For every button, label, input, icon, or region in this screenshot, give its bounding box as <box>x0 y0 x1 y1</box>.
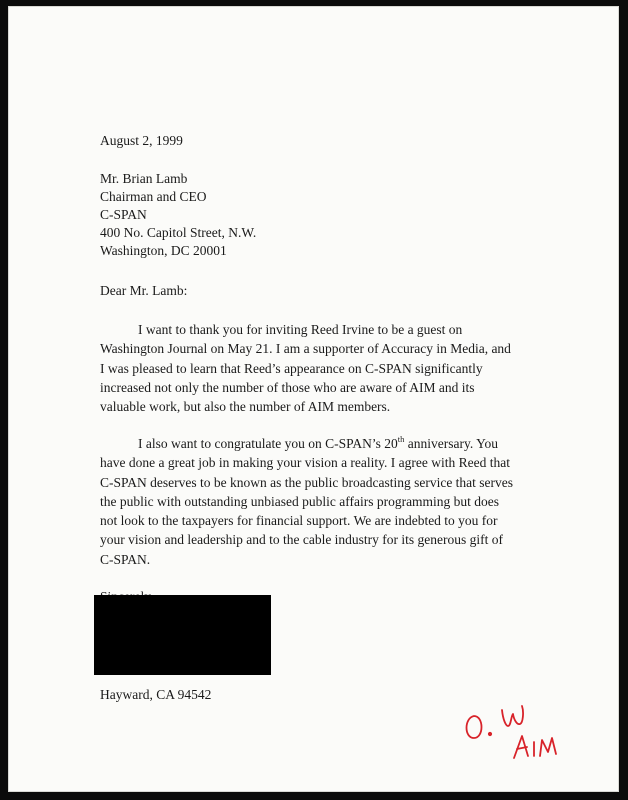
body-paragraph-1 <box>100 321 530 417</box>
paragraph-line <box>100 435 530 454</box>
paragraph-line: your vision and leadership and to the cable industry for its generous gift of <box>100 532 504 548</box>
ordinal-superscript: th <box>397 433 405 444</box>
line-text: I also want to congratulate you on C-SPAN’s 20 <box>138 436 398 451</box>
line-text: anniversary. You <box>404 436 498 451</box>
paragraph-line: Washington Journal on May 21. I am a supporter of Accuracy in Media, and <box>100 341 511 357</box>
recipient-address <box>100 170 256 260</box>
paragraph-line: the public with outstanding unbiased public affairs programming but does <box>100 493 500 509</box>
handwritten-annotation-drawing <box>456 676 566 766</box>
letter-date: August 2, 1999 <box>100 133 183 148</box>
redaction-block <box>94 595 271 675</box>
paragraph-line: not look to the taxpayers for financial support. We are indebted to you for <box>100 513 498 529</box>
paragraph-line: C-SPAN deserves to be known as the public broadcasting service that serves <box>100 474 514 490</box>
recipient-city: Washington, DC 20001 <box>100 243 227 258</box>
recipient-name: Mr. Brian Lamb <box>100 171 188 186</box>
handwritten-annotation <box>456 676 566 766</box>
sender-city: Hayward, CA 94542 <box>100 687 212 702</box>
salutation: Dear Mr. Lamb: <box>100 283 188 298</box>
paragraph-line: I was pleased to learn that Reed’s appearance on C-SPAN significantly <box>100 360 483 376</box>
paragraph-line: increased not only the number of those who are aware of AIM and its <box>100 379 475 395</box>
body-paragraph-2 <box>100 435 530 570</box>
recipient-title: Chairman and CEO <box>100 189 207 204</box>
recipient-street: 400 No. Capitol Street, N.W. <box>100 225 257 240</box>
recipient-organization: C-SPAN <box>100 207 147 222</box>
paragraph-line: C-SPAN. <box>100 551 151 567</box>
paragraph-line: valuable work, but also the number of AIM members. <box>100 399 391 415</box>
paragraph-line: I want to thank you for inviting Reed Irvine to be a guest on <box>138 322 463 337</box>
paragraph-line: have done a great job in making your vision a reality. I agree with Reed that <box>100 455 510 471</box>
letter-page <box>8 6 619 792</box>
